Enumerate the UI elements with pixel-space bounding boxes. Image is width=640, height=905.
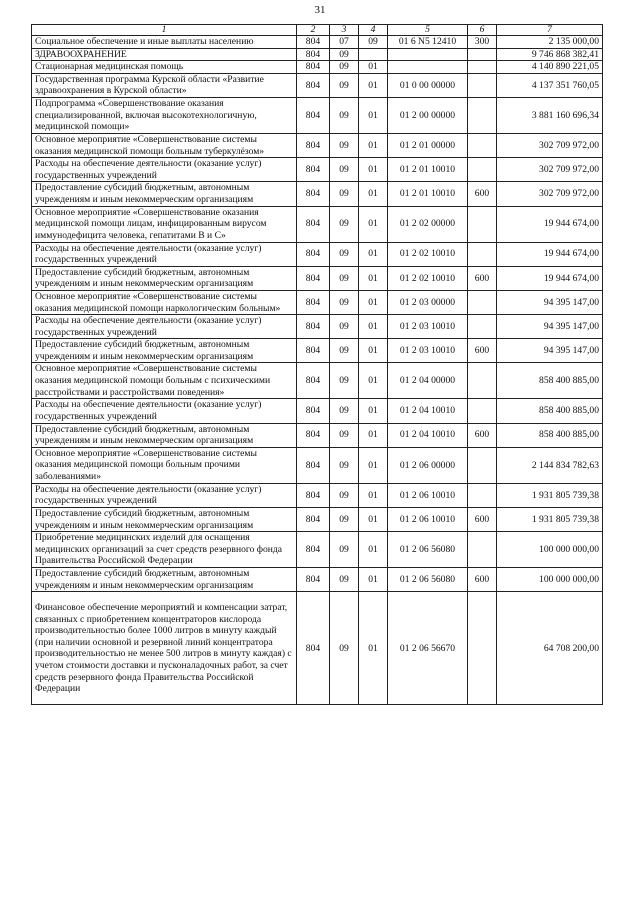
row-section-code: 09 [330, 508, 359, 532]
row-name: Предоставление субсидий бюджетным, автономным учреждениям и иным некоммерческим организациям [32, 508, 297, 532]
row-section-code: 09 [330, 242, 359, 266]
header-col-3: 3 [330, 25, 359, 36]
row-target-article: 01 2 06 56080 [388, 568, 468, 592]
row-section-code: 09 [330, 315, 359, 339]
row-ministry-code: 804 [297, 483, 330, 507]
table-row [32, 133, 603, 157]
row-amount: 100 000 000,00 [497, 568, 603, 592]
row-name: Основное мероприятие «Совершенствование системы оказания медицинской помощи больным туберкулёзом» [32, 133, 297, 157]
row-amount: 100 000 000,00 [497, 532, 603, 568]
row-ministry-code: 804 [297, 182, 330, 206]
row-ministry-code: 804 [297, 290, 330, 314]
table-row [32, 532, 603, 568]
row-expense-type [468, 483, 497, 507]
row-subsection-code [359, 48, 388, 61]
row-target-article: 01 2 06 10010 [388, 483, 468, 507]
row-expense-type [468, 592, 497, 705]
header-col-4: 4 [359, 25, 388, 36]
row-target-article: 01 2 02 10010 [388, 242, 468, 266]
table-row [32, 568, 603, 592]
table-row [32, 182, 603, 206]
row-target-article: 01 2 06 56670 [388, 592, 468, 705]
row-amount: 4 140 890 221,05 [497, 61, 603, 74]
row-subsection-code: 01 [359, 61, 388, 74]
row-section-code: 09 [330, 339, 359, 363]
row-subsection-code: 01 [359, 97, 388, 133]
row-name: Основное мероприятие «Совершенствование системы оказания медицинской помощи больным с психическими расстройствами и расстройствами поведения» [32, 363, 297, 399]
table-row [32, 290, 603, 314]
row-section-code: 09 [330, 48, 359, 61]
row-target-article: 01 2 01 00000 [388, 133, 468, 157]
row-subsection-code: 01 [359, 315, 388, 339]
table-row [32, 363, 603, 399]
row-amount: 302 709 972,00 [497, 158, 603, 182]
row-expense-type [468, 48, 497, 61]
row-target-article: 01 2 03 10010 [388, 339, 468, 363]
row-amount: 2 135 000,00 [497, 36, 603, 49]
row-subsection-code: 01 [359, 73, 388, 97]
row-target-article: 01 2 01 10010 [388, 158, 468, 182]
table-row [32, 97, 603, 133]
row-section-code: 07 [330, 36, 359, 49]
row-ministry-code: 804 [297, 315, 330, 339]
table-row [32, 339, 603, 363]
header-col-5: 5 [388, 25, 468, 36]
row-ministry-code: 804 [297, 423, 330, 447]
budget-table [31, 24, 603, 705]
row-section-code: 09 [330, 266, 359, 290]
row-subsection-code: 01 [359, 363, 388, 399]
row-amount: 94 395 147,00 [497, 339, 603, 363]
row-amount: 64 708 200,00 [497, 592, 603, 705]
table-row [32, 508, 603, 532]
row-subsection-code: 01 [359, 423, 388, 447]
row-subsection-code: 01 [359, 182, 388, 206]
row-ministry-code: 804 [297, 266, 330, 290]
row-ministry-code: 804 [297, 363, 330, 399]
row-target-article: 01 2 01 10010 [388, 182, 468, 206]
row-subsection-code: 09 [359, 36, 388, 49]
row-name: Расходы на обеспечение деятельности (оказание услуг) государственных учреждений [32, 399, 297, 423]
row-section-code: 09 [330, 399, 359, 423]
row-subsection-code: 01 [359, 290, 388, 314]
row-expense-type [468, 97, 497, 133]
row-amount: 19 944 674,00 [497, 206, 603, 242]
row-target-article: 01 2 00 00000 [388, 97, 468, 133]
table-row [32, 73, 603, 97]
row-section-code: 09 [330, 73, 359, 97]
row-ministry-code: 804 [297, 61, 330, 74]
row-ministry-code: 804 [297, 73, 330, 97]
row-section-code: 09 [330, 423, 359, 447]
row-amount: 302 709 972,00 [497, 133, 603, 157]
row-expense-type: 600 [468, 568, 497, 592]
row-section-code: 09 [330, 182, 359, 206]
row-expense-type [468, 133, 497, 157]
row-name: Основное мероприятие «Совершенствование системы оказания медицинской помощи наркологическим больным» [32, 290, 297, 314]
row-ministry-code: 804 [297, 568, 330, 592]
row-section-code: 09 [330, 568, 359, 592]
row-expense-type [468, 363, 497, 399]
row-section-code: 09 [330, 447, 359, 483]
row-expense-type [468, 73, 497, 97]
row-expense-type [468, 447, 497, 483]
row-name: Основное мероприятие «Совершенствование системы оказания медицинской помощи больным прочими заболеваниями» [32, 447, 297, 483]
row-ministry-code: 804 [297, 399, 330, 423]
row-subsection-code: 01 [359, 339, 388, 363]
header-col-1: 1 [32, 25, 297, 36]
row-amount: 4 137 351 760,05 [497, 73, 603, 97]
row-subsection-code: 01 [359, 508, 388, 532]
row-section-code: 09 [330, 158, 359, 182]
row-ministry-code: 804 [297, 36, 330, 49]
row-expense-type: 600 [468, 508, 497, 532]
row-expense-type: 300 [468, 36, 497, 49]
row-expense-type: 600 [468, 423, 497, 447]
row-section-code: 09 [330, 483, 359, 507]
table-row [32, 36, 603, 49]
table-row [32, 242, 603, 266]
row-name: Стационарная медицинская помощь [32, 61, 297, 74]
row-amount: 1 931 805 739,38 [497, 508, 603, 532]
row-expense-type: 600 [468, 266, 497, 290]
row-ministry-code: 804 [297, 97, 330, 133]
row-expense-type [468, 315, 497, 339]
row-target-article: 01 2 04 00000 [388, 363, 468, 399]
table-row [32, 61, 603, 74]
row-expense-type [468, 242, 497, 266]
row-target-article [388, 61, 468, 74]
row-subsection-code: 01 [359, 568, 388, 592]
row-section-code: 09 [330, 290, 359, 314]
row-ministry-code: 804 [297, 339, 330, 363]
row-section-code: 09 [330, 363, 359, 399]
page-number: 31 [314, 4, 326, 16]
row-subsection-code: 01 [359, 447, 388, 483]
row-ministry-code: 804 [297, 447, 330, 483]
row-name: Предоставление субсидий бюджетным, автономным учреждениям и иным некоммерческим организациям [32, 423, 297, 447]
row-section-code: 09 [330, 206, 359, 242]
row-ministry-code: 804 [297, 48, 330, 61]
row-name: Предоставление субсидий бюджетным, автономным учреждениям и иным некоммерческим организациям [32, 266, 297, 290]
row-section-code: 09 [330, 97, 359, 133]
row-target-article: 01 0 00 00000 [388, 73, 468, 97]
row-subsection-code: 01 [359, 592, 388, 705]
row-target-article: 01 2 02 10010 [388, 266, 468, 290]
row-section-code: 09 [330, 532, 359, 568]
row-ministry-code: 804 [297, 508, 330, 532]
header-row [32, 25, 603, 36]
row-target-article: 01 2 04 10010 [388, 399, 468, 423]
row-target-article: 01 6 N5 12410 [388, 36, 468, 49]
row-amount: 94 395 147,00 [497, 290, 603, 314]
header-col-6: 6 [468, 25, 497, 36]
row-subsection-code: 01 [359, 206, 388, 242]
row-subsection-code: 01 [359, 483, 388, 507]
row-name: Предоставление субсидий бюджетным, автономным учреждениям и иным некоммерческим организациям [32, 339, 297, 363]
row-name: Основное мероприятие «Совершенствование оказания медицинской помощи лицам, инфицированным вирусом иммунодефицита человека, гепатитами В и С» [32, 206, 297, 242]
row-amount: 19 944 674,00 [497, 266, 603, 290]
row-expense-type [468, 290, 497, 314]
row-name: Подпрограмма «Совершенствование оказания специализированной, включая высокотехнологичную, медицинской помощи» [32, 97, 297, 133]
row-expense-type [468, 399, 497, 423]
row-amount: 94 395 147,00 [497, 315, 603, 339]
row-amount: 9 746 868 382,41 [497, 48, 603, 61]
row-section-code: 09 [330, 133, 359, 157]
row-target-article: 01 2 04 10010 [388, 423, 468, 447]
row-name: Предоставление субсидий бюджетным, автономным учреждениям и иным некоммерческим организациям [32, 182, 297, 206]
row-amount: 858 400 885,00 [497, 363, 603, 399]
row-subsection-code: 01 [359, 242, 388, 266]
row-target-article: 01 2 02 00000 [388, 206, 468, 242]
row-target-article: 01 2 06 00000 [388, 447, 468, 483]
table-row [32, 48, 603, 61]
row-subsection-code: 01 [359, 532, 388, 568]
row-expense-type: 600 [468, 182, 497, 206]
row-name: Приобретение медицинских изделий для оснащения медицинских организаций за счет средств резервного фонда Правительства Российской Федерации [32, 532, 297, 568]
row-target-article [388, 48, 468, 61]
row-ministry-code: 804 [297, 206, 330, 242]
table-row [32, 206, 603, 242]
row-name: ЗДРАВООХРАНЕНИЕ [32, 48, 297, 61]
row-subsection-code: 01 [359, 158, 388, 182]
row-expense-type [468, 532, 497, 568]
table-row [32, 423, 603, 447]
table-row [32, 266, 603, 290]
header-col-2: 2 [297, 25, 330, 36]
row-target-article: 01 2 06 56080 [388, 532, 468, 568]
row-name: Расходы на обеспечение деятельности (оказание услуг) государственных учреждений [32, 315, 297, 339]
row-expense-type [468, 158, 497, 182]
row-amount: 858 400 885,00 [497, 399, 603, 423]
row-amount: 2 144 834 782,63 [497, 447, 603, 483]
header-col-7: 7 [497, 25, 603, 36]
table-row [32, 592, 603, 705]
row-amount: 3 881 160 696,34 [497, 97, 603, 133]
row-ministry-code: 804 [297, 133, 330, 157]
table-row [32, 483, 603, 507]
row-ministry-code: 804 [297, 532, 330, 568]
row-name: Предоставление субсидий бюджетным, автономным учреждениям и иным некоммерческим организациям [32, 568, 297, 592]
row-name: Расходы на обеспечение деятельности (оказание услуг) государственных учреждений [32, 483, 297, 507]
row-subsection-code: 01 [359, 399, 388, 423]
row-expense-type [468, 61, 497, 74]
row-ministry-code: 804 [297, 158, 330, 182]
row-expense-type [468, 206, 497, 242]
row-amount: 1 931 805 739,38 [497, 483, 603, 507]
row-name: Социальное обеспечение и иные выплаты населению [32, 36, 297, 49]
table-row [32, 315, 603, 339]
row-target-article: 01 2 03 00000 [388, 290, 468, 314]
row-expense-type: 600 [468, 339, 497, 363]
table-row [32, 447, 603, 483]
row-target-article: 01 2 03 10010 [388, 315, 468, 339]
row-section-code: 09 [330, 592, 359, 705]
row-subsection-code: 01 [359, 266, 388, 290]
table-row [32, 158, 603, 182]
row-amount: 858 400 885,00 [497, 423, 603, 447]
row-name: Государственная программа Курской области «Развитие здравоохранения в Курской области» [32, 73, 297, 97]
row-name: Расходы на обеспечение деятельности (оказание услуг) государственных учреждений [32, 158, 297, 182]
row-ministry-code: 804 [297, 242, 330, 266]
row-subsection-code: 01 [359, 133, 388, 157]
row-name: Финансовое обеспечение мероприятий и компенсации затрат, связанных с приобретением концентраторов кислорода производительностью более 1000 литров в минуту каждый (при наличии основной и резервной линий концентратора производительностью не менее 500 литров в минуту каждая) с учетом стоимости доставки и пусконаладочных работ, за счет средств резервного фонда Правительства Российской Федерации [32, 592, 297, 705]
row-ministry-code: 804 [297, 592, 330, 705]
row-amount: 19 944 674,00 [497, 242, 603, 266]
table-row [32, 399, 603, 423]
row-amount: 302 709 972,00 [497, 182, 603, 206]
row-target-article: 01 2 06 10010 [388, 508, 468, 532]
row-section-code: 09 [330, 61, 359, 74]
row-name: Расходы на обеспечение деятельности (оказание услуг) государственных учреждений [32, 242, 297, 266]
